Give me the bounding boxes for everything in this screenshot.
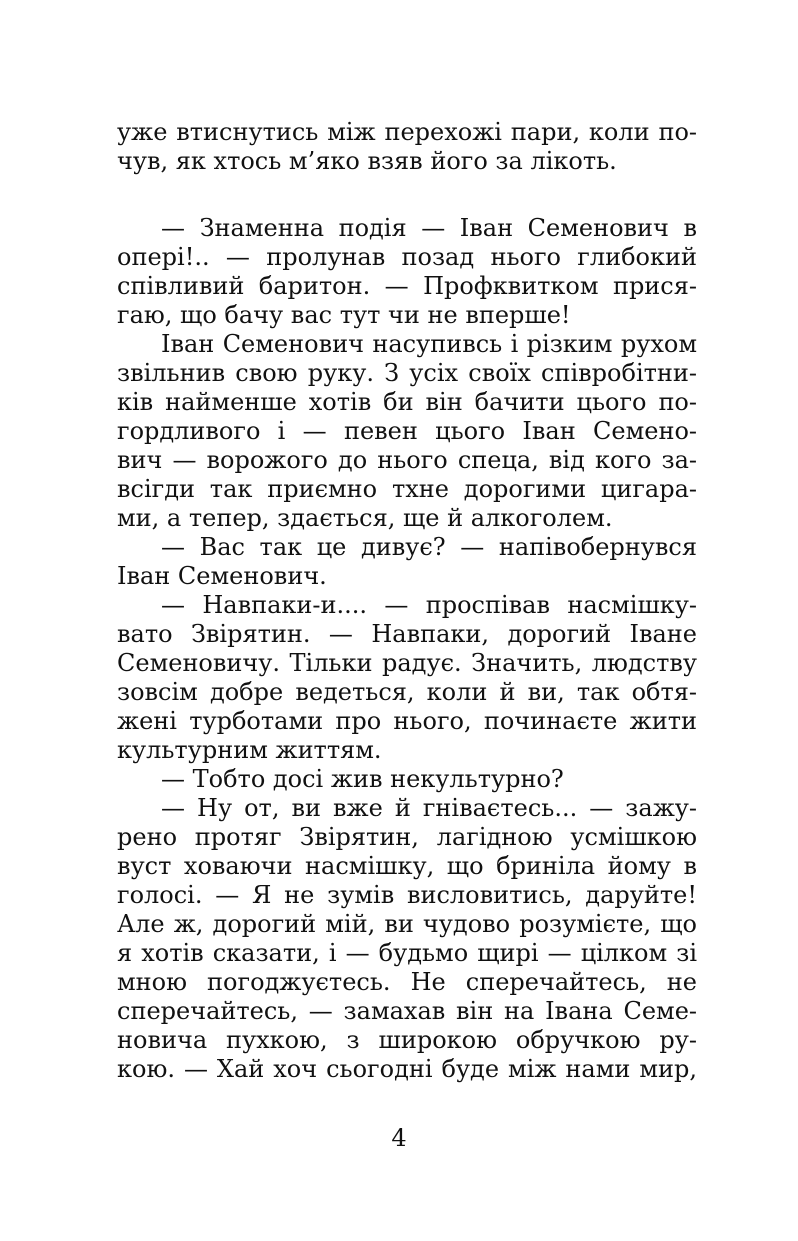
text-line: — Тобто досі жив некультурно? bbox=[161, 765, 564, 793]
text-line: новича пухкою, з широкою обручкою ру- bbox=[117, 1026, 697, 1054]
page-number: 4 bbox=[391, 1124, 407, 1152]
text-line: сперечайтесь, — замахав він на Івана Семе- bbox=[117, 997, 697, 1025]
text-line: — Вас так це дивує? — напівобернувся bbox=[161, 533, 697, 561]
text-line: вич — ворожого до нього спеца, від кого за- bbox=[117, 446, 697, 474]
text-line: співливий баритон. — Профквитком прися- bbox=[117, 272, 697, 300]
text-line: гордливого і — певен цього Іван Семено- bbox=[117, 417, 697, 445]
text-line: уже втиснутись між перехожі пари, коли по- bbox=[117, 118, 697, 146]
body-text bbox=[117, 118, 697, 1084]
text-line: Іван Семенович насупивсь і різким рухом bbox=[161, 330, 697, 358]
text-line: опері!.. — пролунав позад нього глибокий bbox=[117, 243, 697, 271]
text-line: гаю, що бачу вас тут чи не вперше! bbox=[117, 301, 571, 329]
text-line: — Ну от, ви вже й гніваєтесь... — зажу- bbox=[161, 794, 697, 822]
text-line: кою. — Хай хоч сьогодні буде між нами мир, bbox=[117, 1055, 697, 1083]
text-line: всігди так приємно тхне дорогими цигара- bbox=[117, 475, 697, 503]
text-line: жені турботами про нього, починаєте жити bbox=[117, 707, 697, 735]
text-line: голосі. — Я не зумів висловитись, даруйте! bbox=[117, 881, 697, 909]
text-line: зовсім добре ведеться, коли й ви, так обтя- bbox=[117, 678, 697, 706]
text-line: ків найменше хотів би він бачити цього по- bbox=[117, 388, 697, 416]
text-line: — Знаменна подія — Іван Семенович в bbox=[161, 214, 697, 242]
text-line: культурним життям. bbox=[117, 736, 382, 764]
text-line: чув, як хтось м’яко взяв його за лікоть. bbox=[117, 147, 617, 175]
text-line: мною погоджуєтесь. Не сперечайтесь, не bbox=[117, 968, 697, 996]
text-line: я хотів сказати, і — будьмо щирі — цілком зі bbox=[117, 939, 697, 967]
text-line: Іван Семенович. bbox=[117, 562, 327, 590]
text-line: вуст ховаючи насмішку, що бриніла йому в bbox=[117, 852, 697, 880]
text-line: ми, а тепер, здається, ще й алкоголем. bbox=[117, 504, 613, 532]
text-line: Але ж, дорогий мій, ви чудово розумієте, що bbox=[117, 910, 697, 938]
text-line: звільнив свою руку. З усіх своїх співробітни- bbox=[117, 359, 697, 387]
text-line: — Навпаки-и.... — проспівав насмішку- bbox=[161, 591, 697, 619]
text-line: Семеновичу. Тільки радує. Значить, людству bbox=[117, 649, 697, 677]
text-line: рено протяг Звірятин, лагідною усмішкою bbox=[117, 823, 697, 851]
paragraph-gap bbox=[117, 176, 697, 214]
text-line: вато Звірятин. — Навпаки, дорогий Іване bbox=[117, 620, 697, 648]
